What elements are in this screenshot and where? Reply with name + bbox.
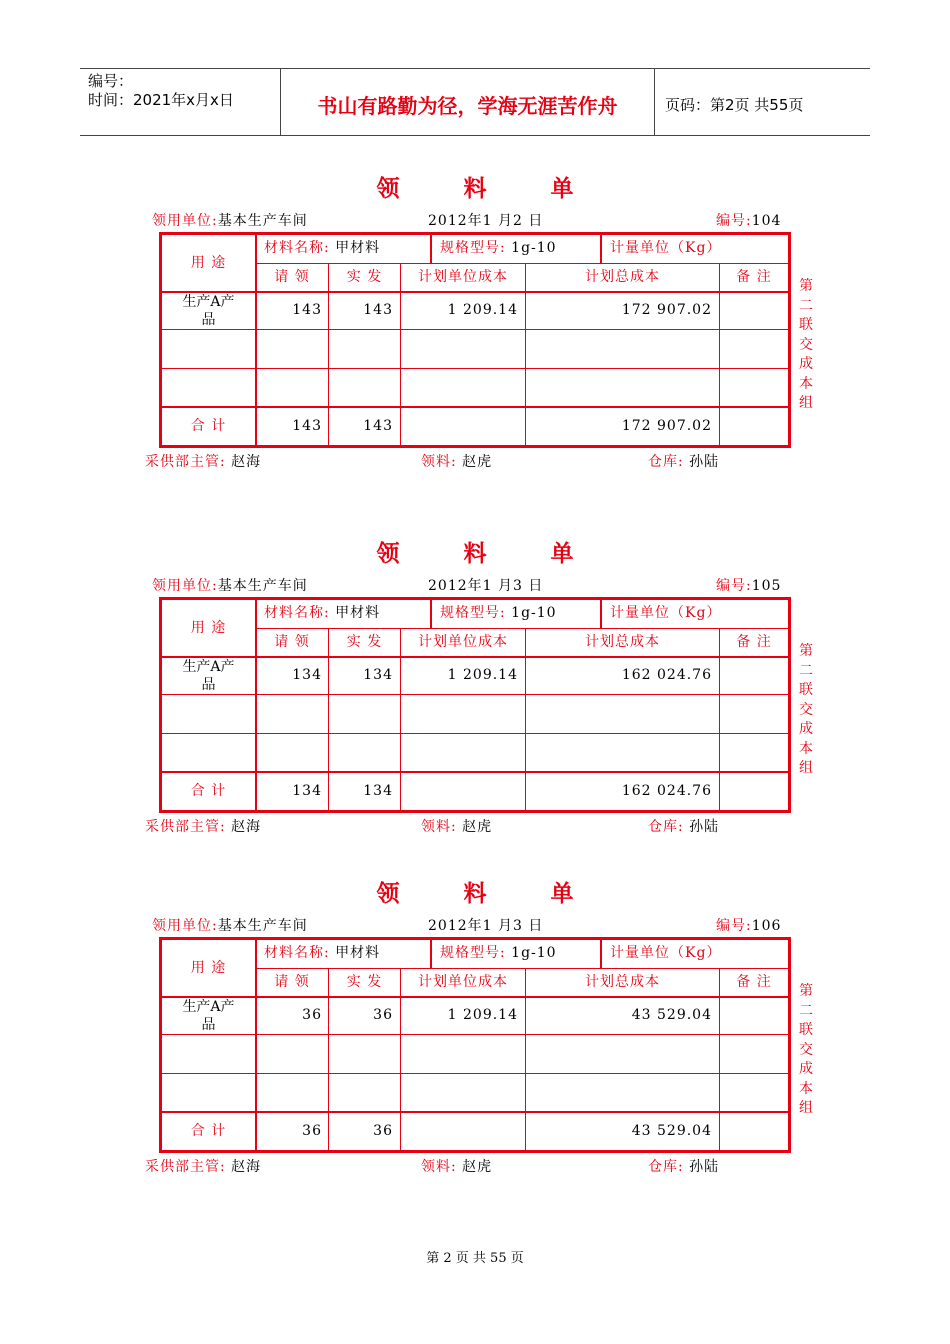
- issued-value: 36: [373, 1007, 393, 1023]
- total-cost-value: 162 024.76: [621, 667, 712, 683]
- form-date: 2012年1 月3 日: [428, 578, 544, 594]
- grid-line: [430, 940, 432, 968]
- grid-line: [719, 263, 720, 445]
- total-label: 合 计: [190, 1123, 227, 1139]
- receiver-label: 领料:: [421, 1159, 457, 1175]
- supervisor-value: 赵海: [231, 1159, 262, 1175]
- total-request-value: 143: [292, 418, 322, 434]
- warehouse-line: [648, 816, 719, 836]
- warehouse-label: 仓库:: [648, 454, 684, 470]
- unit-cost-value: 1 209.14: [447, 667, 518, 683]
- number-line: [716, 210, 781, 230]
- request-value: 134: [292, 667, 322, 683]
- receiver-label: 领料:: [421, 454, 457, 470]
- material-value: 甲材料: [335, 605, 381, 621]
- grid-line: [255, 940, 257, 1150]
- receiver-line: [421, 816, 492, 836]
- side-note: 第二联交成本组: [799, 278, 813, 411]
- grid-line: [400, 968, 401, 1150]
- purpose-value: 生产A产品: [182, 294, 235, 328]
- grid-line: [430, 600, 432, 628]
- department-line: [152, 915, 308, 935]
- spec-cell: [440, 944, 557, 962]
- issued-value: 134: [363, 667, 393, 683]
- supervisor-value: 赵海: [231, 454, 262, 470]
- col-request: 请 领: [274, 634, 310, 650]
- department-line: [152, 210, 308, 230]
- supervisor-line: [145, 1156, 261, 1176]
- material-label: 材料名称:: [264, 945, 330, 961]
- grid-line: [600, 940, 602, 968]
- total-issued-value: 36: [373, 1123, 393, 1139]
- total-total-cost-value: 162 024.76: [621, 783, 712, 799]
- material-value: 甲材料: [335, 240, 381, 256]
- department-label: 领用单位:: [152, 213, 218, 229]
- form-date: 2012年1 月2 日: [428, 213, 544, 229]
- total-cost-value: 43 529.04: [631, 1007, 712, 1023]
- page-footer: 第 2 页 共 55 页: [426, 1251, 524, 1266]
- spec-cell: [440, 604, 557, 622]
- grid-line: [400, 263, 401, 445]
- form-grid: [159, 597, 791, 813]
- number-line: [716, 915, 781, 935]
- col-issued: 实 发: [346, 269, 383, 285]
- form-title: 领 料 单: [376, 541, 602, 567]
- grid-line: [719, 628, 720, 810]
- warehouse-line: [648, 1156, 719, 1176]
- purpose-label: 用 途: [190, 960, 227, 976]
- spec-value: 1g-10: [511, 605, 557, 621]
- form-date: 2012年1 月3 日: [428, 918, 544, 934]
- receiver-value: 赵虎: [462, 1159, 493, 1175]
- total-label: 合 计: [190, 783, 227, 799]
- grid-line: [600, 235, 602, 263]
- unit-label: 计量单位（Kg）: [610, 945, 722, 961]
- warehouse-label: 仓库:: [648, 819, 684, 835]
- col-remark: 备 注: [736, 269, 772, 285]
- receiver-value: 赵虎: [462, 819, 493, 835]
- grid-line: [400, 628, 401, 810]
- receiver-line: [421, 1156, 492, 1176]
- grid-line: [255, 235, 257, 445]
- material-cell: [264, 239, 380, 257]
- material-value: 甲材料: [335, 945, 381, 961]
- col-issued: 实 发: [346, 634, 383, 650]
- form-title: 领 料 单: [376, 881, 602, 907]
- total-total-cost-value: 172 907.02: [621, 418, 712, 434]
- unit-cost-value: 1 209.14: [447, 302, 518, 318]
- department-value: 基本生产车间: [217, 578, 308, 594]
- col-total-cost: 计划总成本: [585, 269, 660, 285]
- col-total-cost: 计划总成本: [585, 974, 660, 990]
- grid-line: [255, 600, 257, 810]
- form-title: 领 料 单: [376, 176, 602, 202]
- side-note: 第二联交成本组: [799, 643, 813, 776]
- number-label: 编号:: [716, 918, 752, 934]
- total-cost-value: 172 907.02: [621, 302, 712, 318]
- spec-value: 1g-10: [511, 945, 557, 961]
- supervisor-value: 赵海: [231, 819, 262, 835]
- unit-label: 计量单位（Kg）: [610, 240, 722, 256]
- department-label: 领用单位:: [152, 578, 218, 594]
- supervisor-label: 采供部主管:: [145, 1159, 226, 1175]
- total-issued-value: 134: [363, 783, 393, 799]
- total-total-cost-value: 43 529.04: [631, 1123, 712, 1139]
- receiver-line: [421, 451, 492, 471]
- supervisor-line: [145, 451, 261, 471]
- receiver-value: 赵虎: [462, 454, 493, 470]
- purpose-value: 生产A产品: [182, 659, 235, 693]
- grid-line: [255, 263, 788, 264]
- total-label: 合 计: [190, 418, 227, 434]
- department-value: 基本生产车间: [217, 918, 308, 934]
- page-header: [80, 68, 870, 136]
- request-value: 143: [292, 302, 322, 318]
- purpose-label: 用 途: [190, 255, 227, 271]
- grid-line: [719, 968, 720, 1150]
- material-label: 材料名称:: [264, 240, 330, 256]
- header-time: 时间：2021年x月x日: [88, 91, 234, 109]
- material-cell: [264, 944, 380, 962]
- number-value: 106: [751, 918, 782, 934]
- total-request-value: 134: [292, 783, 322, 799]
- header-left: [80, 69, 281, 135]
- col-unit-cost: 计划单位成本: [418, 634, 508, 650]
- total-issued-value: 143: [363, 418, 393, 434]
- spec-value: 1g-10: [511, 240, 557, 256]
- grid-line: [600, 600, 602, 628]
- unit-label: 计量单位（Kg）: [610, 605, 722, 621]
- spec-cell: [440, 239, 557, 257]
- number-value: 105: [751, 578, 782, 594]
- issued-value: 143: [363, 302, 393, 318]
- department-value: 基本生产车间: [217, 213, 308, 229]
- header-page-info: 页码：第2页 共55页: [665, 95, 804, 114]
- grid-line: [255, 968, 788, 969]
- supervisor-line: [145, 816, 261, 836]
- purpose-label: 用 途: [190, 620, 227, 636]
- col-remark: 备 注: [736, 974, 772, 990]
- number-label: 编号:: [716, 578, 752, 594]
- form-grid: [159, 232, 791, 448]
- number-label: 编号:: [716, 213, 752, 229]
- unit-cost-value: 1 209.14: [447, 1007, 518, 1023]
- warehouse-value: 孙陆: [689, 819, 720, 835]
- department-line: [152, 575, 308, 595]
- spec-label: 规格型号:: [440, 945, 506, 961]
- grid-line: [430, 235, 432, 263]
- material-label: 材料名称:: [264, 605, 330, 621]
- side-note: 第二联交成本组: [799, 983, 813, 1116]
- number-line: [716, 575, 781, 595]
- supervisor-label: 采供部主管:: [145, 819, 226, 835]
- warehouse-label: 仓库:: [648, 1159, 684, 1175]
- purpose-value: 生产A产品: [182, 999, 235, 1033]
- header-number: 编号：: [88, 72, 134, 90]
- supervisor-label: 采供部主管:: [145, 454, 226, 470]
- warehouse-line: [648, 451, 719, 471]
- spec-label: 规格型号:: [440, 605, 506, 621]
- col-issued: 实 发: [346, 974, 383, 990]
- request-value: 36: [302, 1007, 322, 1023]
- header-motto: 书山有路勤为径，学海无涯苦作舟: [281, 69, 655, 135]
- col-unit-cost: 计划单位成本: [418, 974, 508, 990]
- grid-line: [255, 628, 788, 629]
- number-value: 104: [751, 213, 782, 229]
- col-remark: 备 注: [736, 634, 772, 650]
- total-request-value: 36: [302, 1123, 322, 1139]
- col-request: 请 领: [274, 974, 310, 990]
- form-grid: [159, 937, 791, 1153]
- col-total-cost: 计划总成本: [585, 634, 660, 650]
- warehouse-value: 孙陆: [689, 1159, 720, 1175]
- department-label: 领用单位:: [152, 918, 218, 934]
- warehouse-value: 孙陆: [689, 454, 720, 470]
- receiver-label: 领料:: [421, 819, 457, 835]
- material-cell: [264, 604, 380, 622]
- col-request: 请 领: [274, 269, 310, 285]
- spec-label: 规格型号:: [440, 240, 506, 256]
- col-unit-cost: 计划单位成本: [418, 269, 508, 285]
